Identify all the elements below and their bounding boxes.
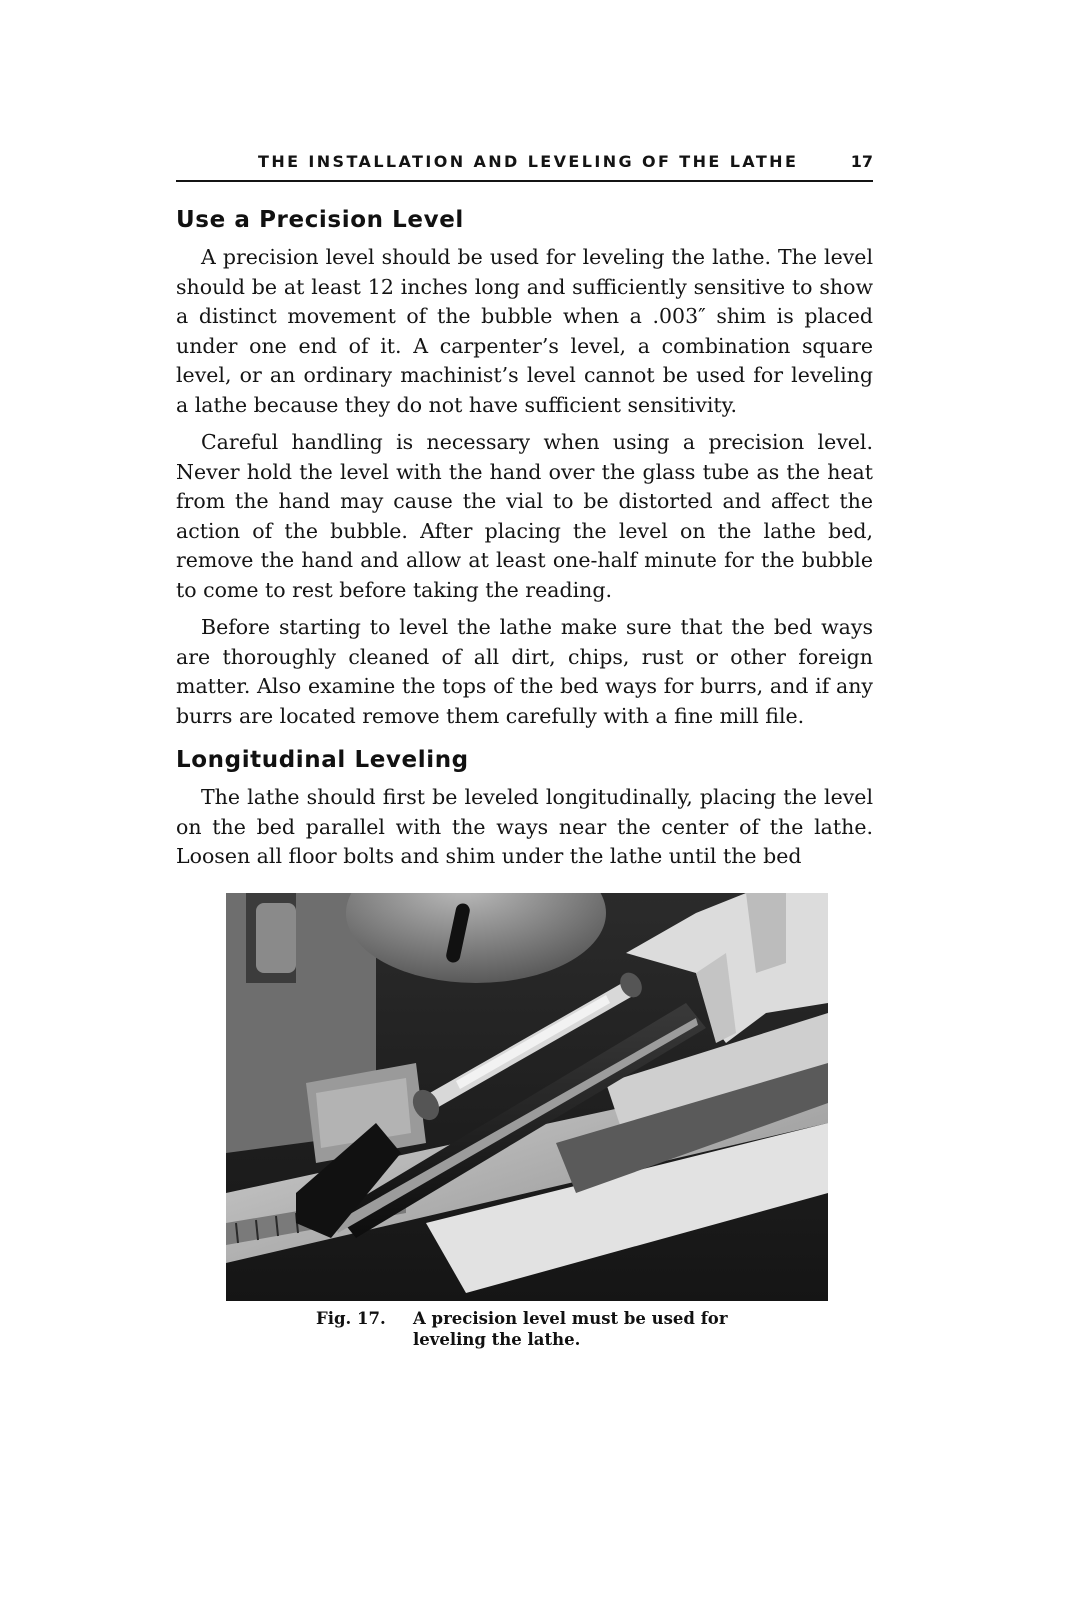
figure-photo-precision-level bbox=[226, 893, 828, 1301]
figure-caption-text: A precision level must be used for leveling the lathe. bbox=[413, 1309, 728, 1349]
paragraph-cleaning-ways: Before starting to level the lathe make sure that the bed ways are thoroughly cleaned of all dirt, chips, rust or other foreign matter. Also examine the tops of the bed ways for burrs, and if any burrs are located remove them carefully with a fine mill file. bbox=[176, 615, 873, 728]
running-head bbox=[176, 150, 873, 182]
paragraph-careful-handling: Careful handling is necessary when using a precision level. Never hold the level with the hand over the glass tube as the heat from the hand may cause the vial to be distorted and affect the action of the bubble. After placing the level on the lathe bed, remove the hand and allow at least one-half minute for the bubble to come to rest before taking the reading. bbox=[176, 430, 873, 602]
page-number: 17 bbox=[850, 152, 873, 171]
photo-illustration bbox=[226, 893, 828, 1301]
running-head-title: THE INSTALLATION AND LEVELING OF THE LATHE bbox=[258, 152, 799, 171]
section-heading-precision-level: Use a Precision Level bbox=[176, 207, 464, 233]
paragraph-longitudinal-leveling: The lathe should first be leveled longitudinally, placing the level on the bed parallel with the ways near the center of the lathe. Loosen all floor bolts and shim under the lathe until the bed bbox=[176, 785, 873, 868]
figure-label: Fig. 17. bbox=[316, 1309, 386, 1328]
section-heading-longitudinal-leveling: Longitudinal Leveling bbox=[176, 747, 469, 773]
paragraph-precision-level: A precision level should be used for leveling the lathe. The level should be at least 12 inches long and sufficiently sensitive to show a distinct movement of the bubble when a .003″ shim is placed under one end of it. A carpenter’s level, a combination square level, or an ordinary machinist’s level cannot be used for leveling a lathe because they do not have sufficient sensitivity. bbox=[176, 245, 873, 417]
